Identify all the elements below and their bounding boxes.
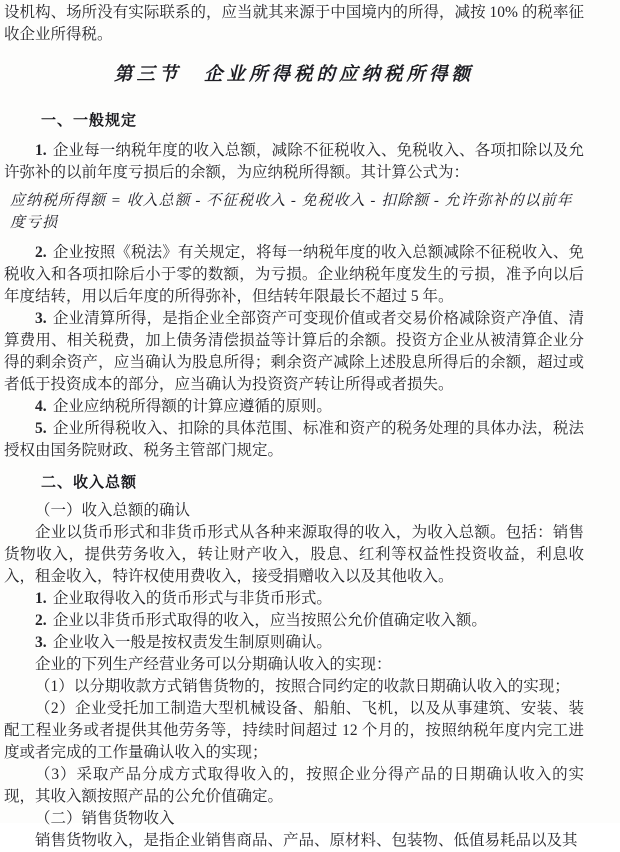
paragraph-numbered	[4, 588, 584, 610]
paragraph-text: 企业清算所得，是指企业全部资产可变现价值或者交易价格减除资产净值、清算费用、相关税费，加上债务清偿损益等计算后的余额。投资方企业从被清算企业分得的剩余资产，应当确认为股息所得；剩余资产减除上述股息所得后的余额，超过或者低于投资成本的部分，应当确认为投资资产转让所得或者损失。	[4, 310, 584, 393]
paragraph-numbered	[4, 308, 584, 396]
paragraph-numbered	[4, 418, 584, 462]
paragraph-text: 企业所得税收入、扣除的具体范围、标准和资产的税务处理的具体办法，税法授权由国务院财政、税务主管部门规定。	[4, 420, 584, 459]
paragraph-text: 企业取得收入的货币形式与非货币形式。	[52, 590, 332, 607]
paragraph-subheading: （一）收入总额的确认	[35, 502, 191, 519]
paragraph-continuation: 设机构、场所没有实际联系的，应当就其来源于中国境内的所得，减按 10% 的税率征收企业所得税。	[4, 4, 584, 43]
paragraph-lead-in: 企业的下列生产经营业务可以分期确认收入的实现：	[35, 656, 392, 673]
list-number: 3.	[35, 310, 47, 327]
list-number: 2.	[35, 244, 47, 261]
list-number: 3.	[35, 634, 47, 651]
paragraph-truncated: 销售货物收入，是指企业销售商品、产品、原材料、包装物、低值易耗品以及其	[35, 832, 578, 849]
list-number: 1.	[35, 590, 47, 607]
paragraph-item-1: （1）以分期收款方式销售货物的，按照合同约定的收款日期确认收入的实现；	[35, 678, 570, 695]
section-heading-total-revenue: 二、收入总额	[41, 474, 138, 491]
paragraph-numbered	[4, 242, 584, 308]
list-number: 1.	[35, 142, 47, 159]
list-number: 5.	[35, 420, 47, 437]
paragraph-subheading: （二）销售货物收入	[35, 810, 175, 827]
list-number: 4.	[35, 398, 47, 415]
paragraph-item-3: （3）采取产品分成方式取得收入的，按照企业分得产品的日期确认收入的实现，其收入额按照产品的公允价值确定。	[4, 766, 584, 805]
chapter-title: 第三节 企业所得税的应纳税所得额	[113, 65, 474, 85]
formula-line: 应纳税所得额 = 收入总额 - 不征税收入 - 免税收入 - 扣除额 - 允许弥补的以前年度亏损	[10, 193, 573, 231]
section-heading-general-rules: 一、一般规定	[41, 112, 138, 129]
paragraph-numbered	[4, 610, 584, 632]
paragraph-text: 企业以非货币形式取得的收入，应当按照公允价值确定收入额。	[52, 612, 487, 629]
paragraph-text: 企业按照《税法》有关规定，将每一纳税年度的收入总额减除不征税收入、免税收入和各项扣除后小于零的数额，为亏损。企业纳税年度发生的亏损，准予向以后年度结转，用以后年度的所得弥补，但结转年限最长不超过 5 年。	[4, 244, 584, 305]
paragraph-numbered	[4, 140, 584, 184]
list-number: 2.	[35, 612, 47, 629]
paragraph-text: 企业收入一般是按权责发生制原则确认。	[52, 634, 332, 651]
paragraph-item-2: （2）企业受托加工制造大型机械设备、船舶、飞机，以及从事建筑、安装、装配工程业务或者提供其他劳务等，持续时间超过 12 个月的，按照纳税年度内完工进度或者完成的工作量确认收入的实现；	[4, 700, 584, 761]
paragraph-text: 企业每一纳税年度的收入总额，减除不征税收入、免税收入、各项扣除以及允许弥补的以前年度亏损后的余额，为应纳税所得额。其计算公式为：	[4, 142, 584, 181]
paragraph-numbered	[4, 632, 584, 654]
paragraph-text: 企业应纳税所得额的计算应遵循的原则。	[52, 398, 332, 415]
paragraph-numbered	[4, 396, 584, 418]
paragraph: 企业以货币形式和非货币形式从各种来源取得的收入，为收入总额。包括：销售货物收入，提供劳务收入，转让财产收入，股息、红利等权益性投资收益，利息收入，租金收入，特许权使用费收入，接受捐赠收入以及其他收入。	[4, 524, 584, 585]
